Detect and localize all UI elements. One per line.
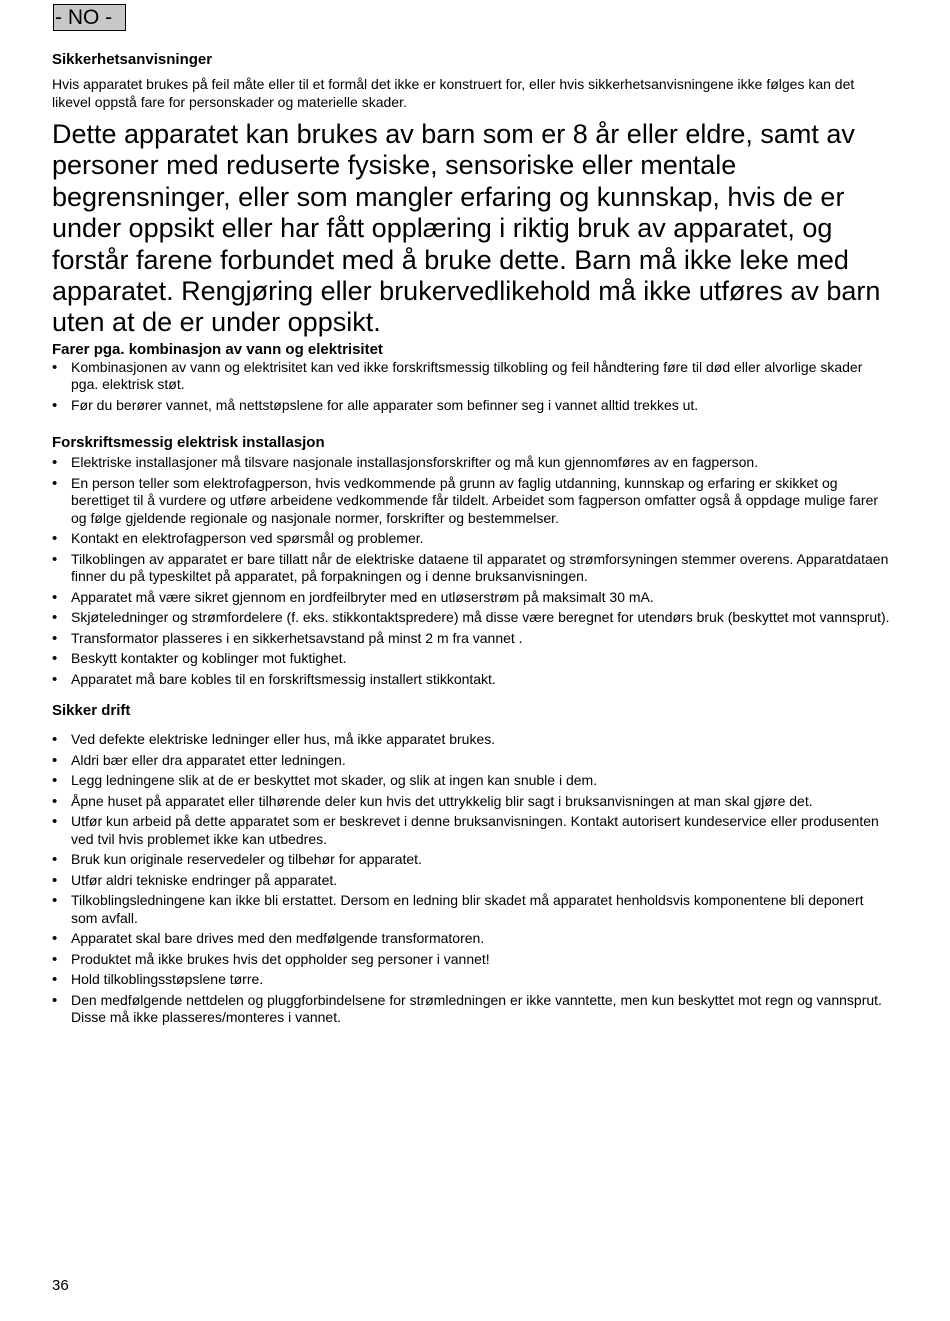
list-item: • Før du berører vannet, må nettstøpslene for alle apparater som befinner seg i vannet alltid trekkes ut. xyxy=(52,397,892,415)
list-item: • Beskytt kontakter og koblinger mot fuktighet. xyxy=(52,650,892,668)
list-item: • Utfør aldri tekniske endringer på apparatet. xyxy=(52,872,892,890)
list-item: • Aldri bær eller dra apparatet etter ledningen. xyxy=(52,752,892,770)
list-item: • Tilkoblingsledningene kan ikke bli erstattet. Dersom en ledning blir skadet må apparatet henholdsvis komponentene bli deponert som avfall. xyxy=(52,892,892,927)
list-item: • Produktet må ikke brukes hvis det oppholder seg personer i vannet! xyxy=(52,951,892,969)
list-item: • En person teller som elektrofagperson, hvis vedkommende på grunn av faglig utdanning, kunnskap og erfaring er skikket og berettiget til å vurdere og utføre arbeidene vedkommende får tildelt. Arbeidet som fagperson omfatter også å oppdage mulige farer og følge gjeldende regionale og nasjonale normer, forskrifter og bestemmelser. xyxy=(52,475,892,528)
safety-heading: Sikkerhetsanvisninger xyxy=(52,51,213,68)
safe-operation-heading: Sikker drift xyxy=(52,702,131,720)
list-item: • Apparatet må bare kobles til en forskriftsmessig installert stikkontakt. xyxy=(52,671,892,689)
list-item: • Utfør kun arbeid på dette apparatet som er beskrevet i denne bruksanvisningen. Kontakt autorisert kundeservice eller produsenten ved tvil hvis problemet ikke kan utbedres. xyxy=(52,813,892,848)
document-body xyxy=(52,51,892,1030)
safe-operation-list xyxy=(52,731,892,1027)
installation-list xyxy=(52,454,892,688)
list-item: • Ved defekte elektriske ledninger eller hus, må ikke apparatet brukes. xyxy=(52,731,892,749)
list-item: • Bruk kun originale reservedeler og tilbehør for apparatet. xyxy=(52,851,892,869)
list-item: • Legg ledningene slik at de er beskyttet mot skader, og slik at ingen kan snuble i dem. xyxy=(52,772,892,790)
children-notice: Dette apparatet kan brukes av barn som er 8 år eller eldre, samt av personer med reduserte fysiske, sensoriske eller mentale begrensninger, eller som mangler erfaring og kunnskap, hvis de er under oppsikt eller har fått opplæring i riktig bruk av apparatet, og forstår farene forbundet med å bruke dette. Barn må ikke leke med apparatet. Rengjøring eller brukervedlikehold må ikke utføres av barn uten at de er under oppsikt. xyxy=(52,119,881,338)
safety-intro: Hvis apparatet brukes på feil måte eller til et formål det ikke er konstruert for, eller hvis sikkerhetsanvisningene ikke følges kan det likevel oppstå fare for personskader og materielle skader. xyxy=(52,76,855,110)
list-item: • Kontakt en elektrofagperson ved spørsmål og problemer. xyxy=(52,530,892,548)
language-label: - NO - xyxy=(53,4,126,31)
list-item: • Skjøteledninger og strømfordelere (f. eks. stikkontaktspredere) må disse være beregnet for utendørs bruk (beskyttet mot vannsprut). xyxy=(52,609,892,627)
list-item: • Tilkoblingen av apparatet er bare tillatt når de elektriske dataene til apparatet og strømforsyningen stemmer overens. Apparatdataen finner du på typeskiltet på apparatet, på forpakningen og i denne bruksanvisningen. xyxy=(52,551,892,586)
water-electricity-heading: Farer pga. kombinasjon av vann og elektrisitet xyxy=(52,340,383,358)
list-item: • Den medfølgende nettdelen og pluggforbindelsene for strømledningen er ikke vanntette, men kun beskyttet mot regn og vannsprut. Disse må ikke plasseres/monteres i vannet. xyxy=(52,992,892,1027)
list-item: • Transformator plasseres i en sikkerhetsavstand på minst 2 m fra vannet . xyxy=(52,630,892,648)
list-item: • Elektriske installasjoner må tilsvare nasjonale installasjonsforskrifter og må kun gjennomføres av en fagperson. xyxy=(52,454,892,472)
list-item: • Åpne huset på apparatet eller tilhørende deler kun hvis det uttrykkelig blir sagt i bruksanvisningen at man skal gjøre det. xyxy=(52,793,892,811)
water-electricity-list xyxy=(52,359,892,415)
installation-heading: Forskriftsmessig elektrisk installasjon xyxy=(52,434,325,452)
list-item: • Apparatet må være sikret gjennom en jordfeilbryter med en utløserstrøm på maksimalt 30 mA. xyxy=(52,589,892,607)
list-item: • Apparatet skal bare drives med den medfølgende transformatoren. xyxy=(52,930,892,948)
page-number: 36 xyxy=(52,1277,69,1294)
list-item: • Hold tilkoblingsstøpslene tørre. xyxy=(52,971,892,989)
list-item: • Kombinasjonen av vann og elektrisitet kan ved ikke forskriftsmessig tilkobling og feil håndtering føre til død eller alvorlige skader pga. elektrisk støt. xyxy=(52,359,892,394)
